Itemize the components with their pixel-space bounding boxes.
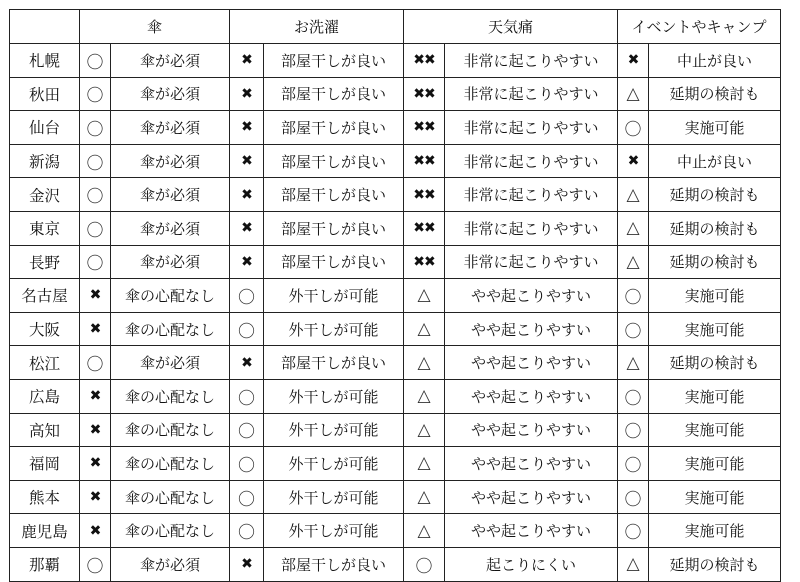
table-row [10,245,781,279]
umbrella-symbol: 〇 [80,77,111,111]
laundry-symbol: 〇 [230,312,264,346]
events-text: 中止が良い [649,144,781,178]
table-row [10,514,781,548]
city-name: 金沢 [10,178,80,212]
city-name: 高知 [10,413,80,447]
events-text: 実施可能 [649,111,781,145]
umbrella-text: 傘が必須 [111,178,230,212]
weather-pain-text: やや起こりやすい [445,480,618,514]
events-text: 実施可能 [649,312,781,346]
laundry-text: 部屋干しが良い [264,346,404,380]
events-text: 延期の検討も [649,245,781,279]
events-symbol: △ [618,346,649,380]
laundry-symbol: ✖ [230,111,264,145]
table-row [10,379,781,413]
events-symbol: △ [618,211,649,245]
table-row [10,547,781,581]
table-row [10,77,781,111]
events-text: 延期の検討も [649,547,781,581]
weather-pain-symbol: △ [404,447,445,481]
events-symbol: 〇 [618,480,649,514]
umbrella-text: 傘の心配なし [111,312,230,346]
laundry-symbol: ✖ [230,44,264,78]
weather-pain-text: 非常に起こりやすい [445,44,618,78]
city-name: 札幌 [10,44,80,78]
laundry-text: 部屋干しが良い [264,547,404,581]
laundry-text: 外干しが可能 [264,312,404,346]
laundry-symbol: 〇 [230,447,264,481]
umbrella-text: 傘の心配なし [111,514,230,548]
laundry-text: 外干しが可能 [264,480,404,514]
laundry-text: 部屋干しが良い [264,111,404,145]
weather-pain-text: 起こりにくい [445,547,618,581]
city-name: 長野 [10,245,80,279]
events-text: 延期の検討も [649,211,781,245]
weather-pain-text: やや起こりやすい [445,447,618,481]
laundry-symbol: 〇 [230,379,264,413]
weather-pain-text: やや起こりやすい [445,413,618,447]
laundry-text: 部屋干しが良い [264,44,404,78]
umbrella-symbol: ✖ [80,514,111,548]
umbrella-text: 傘が必須 [111,44,230,78]
header-events: イベントやキャンプ [618,10,781,44]
weather-pain-text: 非常に起こりやすい [445,245,618,279]
weather-pain-symbol: ✖✖ [404,111,445,145]
table-row [10,413,781,447]
umbrella-text: 傘の心配なし [111,379,230,413]
laundry-symbol: ✖ [230,211,264,245]
header-umbrella: 傘 [80,10,230,44]
events-symbol: ✖ [618,44,649,78]
laundry-text: 部屋干しが良い [264,77,404,111]
umbrella-symbol: ✖ [80,379,111,413]
city-name: 名古屋 [10,279,80,313]
laundry-text: 外干しが可能 [264,379,404,413]
table-row [10,447,781,481]
events-symbol: △ [618,77,649,111]
weather-pain-symbol: △ [404,514,445,548]
umbrella-text: 傘が必須 [111,346,230,380]
umbrella-symbol: 〇 [80,346,111,380]
laundry-symbol: ✖ [230,346,264,380]
events-symbol: 〇 [618,447,649,481]
umbrella-text: 傘が必須 [111,245,230,279]
laundry-symbol: 〇 [230,279,264,313]
table-row [10,480,781,514]
laundry-text: 部屋干しが良い [264,144,404,178]
umbrella-symbol: ✖ [80,480,111,514]
umbrella-symbol: ✖ [80,312,111,346]
laundry-symbol: ✖ [230,144,264,178]
umbrella-symbol: 〇 [80,111,111,145]
table-row [10,111,781,145]
events-symbol: 〇 [618,279,649,313]
table-body [10,44,781,582]
header-laundry: お洗濯 [230,10,404,44]
weather-pain-symbol: △ [404,480,445,514]
weather-pain-symbol: 〇 [404,547,445,581]
weather-pain-symbol: ✖✖ [404,178,445,212]
events-text: 実施可能 [649,379,781,413]
weather-pain-text: 非常に起こりやすい [445,77,618,111]
weather-pain-text: 非常に起こりやすい [445,178,618,212]
events-text: 実施可能 [649,514,781,548]
table-row [10,211,781,245]
city-name: 那覇 [10,547,80,581]
umbrella-symbol: ✖ [80,413,111,447]
laundry-symbol: 〇 [230,413,264,447]
umbrella-text: 傘が必須 [111,111,230,145]
events-text: 実施可能 [649,480,781,514]
weather-pain-text: 非常に起こりやすい [445,211,618,245]
city-name: 東京 [10,211,80,245]
weather-pain-symbol: ✖✖ [404,44,445,78]
weather-pain-symbol: ✖✖ [404,77,445,111]
events-symbol: △ [618,245,649,279]
weather-pain-symbol: △ [404,346,445,380]
weather-pain-symbol: ✖✖ [404,211,445,245]
laundry-symbol: ✖ [230,547,264,581]
events-symbol: 〇 [618,379,649,413]
city-name: 新潟 [10,144,80,178]
table-row [10,279,781,313]
header-row [10,10,781,44]
weather-pain-symbol: △ [404,379,445,413]
events-symbol: 〇 [618,413,649,447]
weather-index-table [9,9,781,582]
umbrella-symbol: 〇 [80,178,111,212]
table-row [10,346,781,380]
weather-pain-text: やや起こりやすい [445,514,618,548]
header-weather-pain: 天気痛 [404,10,618,44]
umbrella-text: 傘の心配なし [111,447,230,481]
laundry-text: 部屋干しが良い [264,178,404,212]
umbrella-symbol: 〇 [80,211,111,245]
umbrella-symbol: 〇 [80,547,111,581]
events-text: 実施可能 [649,413,781,447]
laundry-text: 外干しが可能 [264,447,404,481]
umbrella-symbol: 〇 [80,144,111,178]
umbrella-symbol: 〇 [80,245,111,279]
events-symbol: △ [618,178,649,212]
table-row [10,144,781,178]
umbrella-symbol: 〇 [80,44,111,78]
weather-pain-symbol: △ [404,279,445,313]
umbrella-symbol: ✖ [80,447,111,481]
events-text: 延期の検討も [649,77,781,111]
city-name: 松江 [10,346,80,380]
umbrella-text: 傘が必須 [111,77,230,111]
forecast-table-container [9,9,781,582]
laundry-symbol: 〇 [230,480,264,514]
laundry-text: 部屋干しが良い [264,211,404,245]
city-name: 大阪 [10,312,80,346]
laundry-symbol: ✖ [230,77,264,111]
laundry-text: 外干しが可能 [264,514,404,548]
table-row [10,44,781,78]
header-corner [10,10,80,44]
weather-pain-symbol: ✖✖ [404,144,445,178]
weather-pain-symbol: ✖✖ [404,245,445,279]
events-symbol: 〇 [618,514,649,548]
weather-pain-text: やや起こりやすい [445,312,618,346]
city-name: 熊本 [10,480,80,514]
city-name: 福岡 [10,447,80,481]
laundry-symbol: 〇 [230,514,264,548]
events-symbol: 〇 [618,312,649,346]
events-symbol: ✖ [618,144,649,178]
laundry-symbol: ✖ [230,245,264,279]
weather-pain-text: やや起こりやすい [445,279,618,313]
umbrella-text: 傘が必須 [111,144,230,178]
events-text: 中止が良い [649,44,781,78]
city-name: 仙台 [10,111,80,145]
events-symbol: △ [618,547,649,581]
events-text: 延期の検討も [649,346,781,380]
weather-pain-symbol: △ [404,312,445,346]
umbrella-text: 傘の心配なし [111,413,230,447]
table-row [10,178,781,212]
city-name: 鹿児島 [10,514,80,548]
weather-pain-text: 非常に起こりやすい [445,144,618,178]
laundry-text: 部屋干しが良い [264,245,404,279]
city-name: 広島 [10,379,80,413]
events-text: 延期の検討も [649,178,781,212]
weather-pain-symbol: △ [404,413,445,447]
events-text: 実施可能 [649,447,781,481]
umbrella-symbol: ✖ [80,279,111,313]
weather-pain-text: やや起こりやすい [445,379,618,413]
city-name: 秋田 [10,77,80,111]
umbrella-text: 傘が必須 [111,547,230,581]
laundry-text: 外干しが可能 [264,279,404,313]
umbrella-text: 傘が必須 [111,211,230,245]
weather-pain-text: 非常に起こりやすい [445,111,618,145]
events-text: 実施可能 [649,279,781,313]
umbrella-text: 傘の心配なし [111,480,230,514]
umbrella-text: 傘の心配なし [111,279,230,313]
weather-pain-text: やや起こりやすい [445,346,618,380]
laundry-symbol: ✖ [230,178,264,212]
events-symbol: 〇 [618,111,649,145]
laundry-text: 外干しが可能 [264,413,404,447]
table-row [10,312,781,346]
